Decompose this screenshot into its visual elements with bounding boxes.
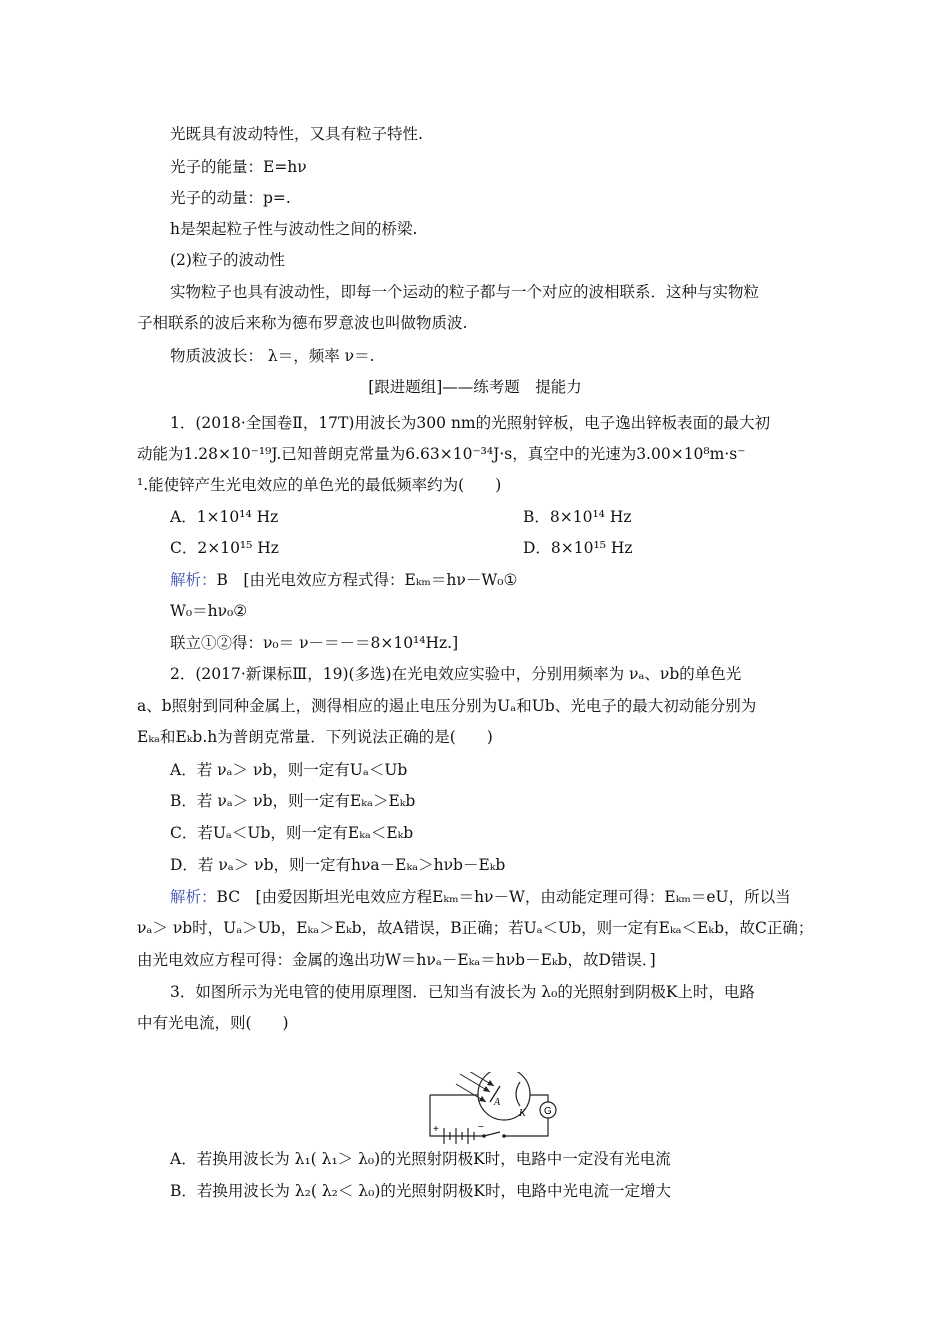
text-line: 光既具有波动特性，又具有粒子特性. bbox=[170, 125, 423, 143]
question-2-option-c: C．若Uₐ＜Ub，则一定有Eₖₐ＜Eₖb bbox=[170, 824, 414, 842]
phototube-circuit-diagram bbox=[420, 1072, 565, 1148]
question-3-line: 3．如图所示为光电管的使用原理图．已知当有波长为 λ₀的光照射到阴极K上时，电路 bbox=[170, 983, 755, 1001]
minus-sign: − bbox=[478, 1122, 484, 1133]
solution-text: B [由光电效应方程式得：Eₖₘ＝hν－W₀① bbox=[216, 571, 518, 589]
question-2-option-d: D．若 νₐ＞ νb，则一定有hνa－Eₖₐ＞hνb－Eₖb bbox=[170, 856, 506, 874]
anode-label: A bbox=[494, 1097, 501, 1108]
plus-sign: + bbox=[433, 1124, 439, 1135]
question-2-option-b: B．若 νₐ＞ νb，则一定有Eₖₐ＞Eₖb bbox=[170, 792, 416, 810]
question-2-line: 2．(2017·新课标Ⅲ，19)(多选)在光电效应实验中，分别用频率为 νₐ、νb的单色光 bbox=[170, 665, 742, 683]
question-1-option-c: C．2×10¹⁵ Hz bbox=[170, 539, 279, 557]
solution-label: 解析： bbox=[170, 888, 217, 906]
question-1-option-d: D．8×10¹⁵ Hz bbox=[523, 539, 633, 557]
question-1-line: ¹.能使锌产生光电效应的单色光的最低频率约为( ) bbox=[137, 476, 502, 494]
question-3-option-b: B．若换用波长为 λ₂( λ₂＜ λ₀)的光照射阴极K时，电路中光电流一定增大 bbox=[170, 1182, 671, 1200]
question-1-solution: W₀＝hν₀② bbox=[170, 602, 248, 620]
question-1-line: 动能为1.28×10⁻¹⁹J.已知普朗克常量为6.63×10⁻³⁴J·s，真空中的光速为3.00×10⁸m·s⁻ bbox=[137, 445, 746, 463]
question-2-solution bbox=[170, 886, 791, 908]
galvanometer-label: G bbox=[544, 1106, 552, 1117]
text-line: 光子的动量：p=. bbox=[170, 189, 291, 207]
text-line: h是架起粒子性与波动性之间的桥梁. bbox=[170, 220, 418, 238]
question-2-solution: 由光电效应方程可得：金属的逸出功W＝hνₐ－Eₖₐ＝hνb－Eₖb，故D错误．] bbox=[137, 951, 656, 969]
question-1-solution bbox=[170, 569, 517, 591]
question-2-line: Eₖₐ和Eₖb.h为普朗克常量．下列说法正确的是( ) bbox=[137, 728, 493, 746]
text-line: 子相联系的波后来称为德布罗意波也叫做物质波. bbox=[137, 314, 468, 332]
text-line: 光子的能量：E=hν bbox=[170, 158, 307, 176]
question-1-option-a: A．1×10¹⁴ Hz bbox=[170, 508, 279, 526]
question-3-option-a: A．若换用波长为 λ₁( λ₁＞ λ₀)的光照射阴极K时，电路中一定没有光电流 bbox=[170, 1150, 671, 1168]
question-1-option-b: B．8×10¹⁴ Hz bbox=[523, 508, 632, 526]
question-2-line: a、b照射到同种金属上，测得相应的遏止电压分别为Uₐ和Ub、光电子的最大初动能分别为 bbox=[137, 697, 757, 715]
text-line: 物质波波长： λ＝，频率 ν＝. bbox=[170, 347, 375, 365]
text-line: 实物粒子也具有波动性，即每一个运动的粒子都与一个对应的波相联系．这种与实物粒 bbox=[170, 283, 760, 301]
question-1-line: 1．(2018·全国卷Ⅱ，17T)用波长为300 nm的光照射锌板，电子逸出锌板表面的最大初 bbox=[170, 414, 771, 432]
question-1-solution: 联立①②得：ν₀＝ ν－＝－＝8×10¹⁴Hz.] bbox=[170, 634, 459, 652]
solution-text: BC [由爱因斯坦光电效应方程Eₖₘ＝hν－W，由动能定理可得：Eₖₘ＝eU，所以当 bbox=[216, 888, 791, 906]
cathode-label: K bbox=[519, 1108, 526, 1119]
question-2-solution: νₐ＞ νb时，Uₐ＞Ub，Eₖₐ＞Eₖb，故A错误，B正确；若Uₐ＜Ub，则一定有Eₖₐ＜Eₖb，故C正确； bbox=[137, 919, 814, 937]
text-line: (2)粒子的波动性 bbox=[170, 251, 285, 269]
solution-label: 解析： bbox=[170, 571, 217, 589]
question-2-option-a: A．若 νₐ＞ νb，则一定有Uₐ＜Ub bbox=[170, 761, 408, 779]
section-title: [跟进题组]——练考题 提能力 bbox=[368, 378, 582, 396]
question-3-line: 中有光电流，则( ) bbox=[137, 1014, 289, 1032]
